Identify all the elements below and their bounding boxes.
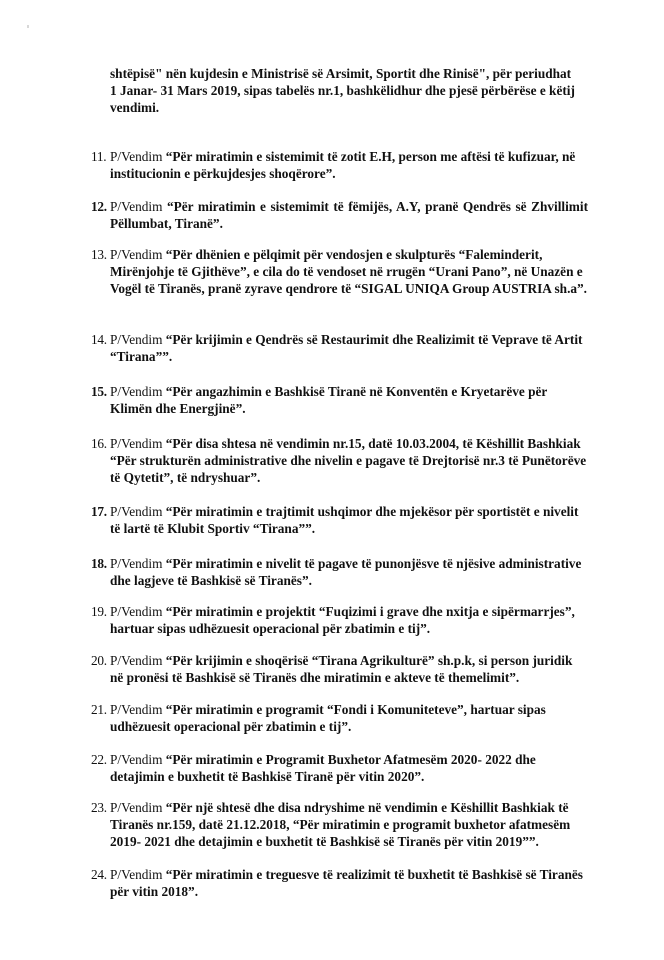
item-title: “Për angazhimin e Bashkisë Tiranë në Konventën e Kryetarëve për Klimën dhe Energjinë”. (110, 384, 548, 416)
item-prefix: P/Vendim (110, 556, 166, 571)
item-text (110, 383, 588, 417)
item-number: 16. (91, 436, 107, 451)
item-text (110, 555, 588, 589)
item-title: “Për miratimin e Programit Buxhetor Afatmesëm 2020- 2022 dhe detajimin e buxhetit të Bashkisë Tiranë për vitin 2020”. (110, 752, 536, 784)
item-text (110, 198, 588, 232)
item-number: 18. (91, 556, 107, 571)
item-number: 23. (91, 800, 107, 815)
item-text (110, 603, 588, 637)
item-title: “Për disa shtesa në vendimin nr.15, datë 10.03.2004, të Këshillit Bashkiak “Për strukturën administrative dhe nivelin e pagave të Drejtorisë nr.3 të Punëtorëve të Qytetit”, të ndryshuar”. (110, 436, 587, 485)
item-prefix: P/Vendim (110, 800, 166, 815)
item-number: 15. (91, 384, 107, 399)
item-title: “Për miratimin e projektit “Fuqizimi i grave dhe nxitja e sipërmarrjes”, hartuar sipas udhëzuesit operacional për zbatimin e tij”. (110, 604, 575, 636)
item-prefix: P/Vendim (110, 247, 166, 262)
item-title: “Për miratimin e nivelit të pagave të punonjësve të njësive administrative dhe lagjeve të Bashkisë së Tiranës”. (110, 556, 582, 588)
item-number: 20. (91, 653, 107, 668)
item-title: “Për miratimin e programit “Fondi i Komuniteteve”, hartuar sipas udhëzuesit operacional për zbatimin e tij”. (110, 702, 546, 734)
item-title: “Për miratimin e sistemimit të zotit E.H, person me aftësi të kufizuar, në institucionin e përkujdesjes shoqërore”. (110, 149, 576, 181)
item-text (110, 503, 588, 537)
item-prefix: P/Vendim (110, 332, 166, 347)
item-text (110, 652, 588, 686)
item-prefix: P/Vendim (110, 604, 166, 619)
item-text (110, 866, 588, 900)
item-number: 14. (91, 332, 107, 347)
item-title: “Për miratimin e treguesve të realizimit të buxhetit të Bashkisë së Tiranës për vitin 2018”. (110, 867, 583, 899)
item-prefix: P/Vendim (110, 384, 166, 399)
item-title: “Për krijimin e Qendrës së Restaurimit dhe Realizimit të Veprave të Artit “Tirana””. (110, 332, 583, 364)
item-text (110, 331, 588, 365)
item-number: 22. (91, 752, 107, 767)
item-text (110, 246, 588, 297)
item-number: 19. (91, 604, 107, 619)
item-prefix: P/Vendim (110, 436, 166, 451)
item-prefix: P/Vendim (110, 752, 166, 767)
continuation-paragraph: shtëpisë" nën kujdesin e Ministrisë së Arsimit, Sportit dhe Rinisë", për periudhat 1 Janar- 31 Mars 2019, sipas tabelës nr.1, bashkëlidhur dhe pjesë përbërëse e këtij vendimi. (110, 66, 575, 115)
item-title: “Për dhënien e pëlqimit për vendosjen e skulpturës “Faleminderit, Mirënjohje të Gjithëve”, e cila do të vendoset në rrugën “Urani Pano”, në Unazën e Vogël të Tiranës, pranë zyrave qendrore të “SIGAL UNIQA Group AUSTRIA sh.a”. (110, 247, 588, 296)
item-title: “Për miratimin e trajtimit ushqimor dhe mjekësor për sportistët e nivelit të lartë të Klubit Sportiv “Tirana””. (110, 504, 579, 536)
item-text (110, 701, 588, 735)
item-prefix: P/Vendim (110, 199, 167, 214)
item-prefix: P/Vendim (110, 867, 166, 882)
item-number: 13. (91, 247, 107, 262)
item-number: 17. (91, 504, 107, 519)
item-text (110, 799, 588, 850)
item-title: “Për një shtesë dhe disa ndryshime në vendimin e Këshillit Bashkiak të Tiranës nr.159, datë 21.12.2018, “Për miratimin e programit buxhetor afatmesëm 2019- 2021 dhe detajimin e buxhetit të Bashkisë së Tiranës për vitin 2019””. (110, 800, 571, 849)
scan-speck (27, 25, 29, 28)
item-number: 21. (91, 702, 107, 717)
item-text (110, 751, 588, 785)
item-number: 12. (91, 199, 107, 214)
item-prefix: P/Vendim (110, 653, 166, 668)
item-text (110, 435, 588, 486)
item-prefix: P/Vendim (110, 504, 166, 519)
item-prefix: P/Vendim (110, 149, 166, 164)
item-prefix: P/Vendim (110, 702, 166, 717)
item-number: 24. (91, 867, 107, 882)
item-title: “Për krijimin e shoqërisë “Tirana Agrikulturë” sh.p.k, si person juridik në pronësi të Bashkisë së Tiranës dhe miratimin e akteve të themelimit”. (110, 653, 573, 685)
item-title: “Për miratimin e sistemimit të fëmijës, A.Y, pranë Qendrës së Zhvillimit Pëllumbat, Tiranë”. (110, 199, 588, 231)
item-number: 11. (91, 149, 107, 164)
item-text (110, 148, 588, 182)
